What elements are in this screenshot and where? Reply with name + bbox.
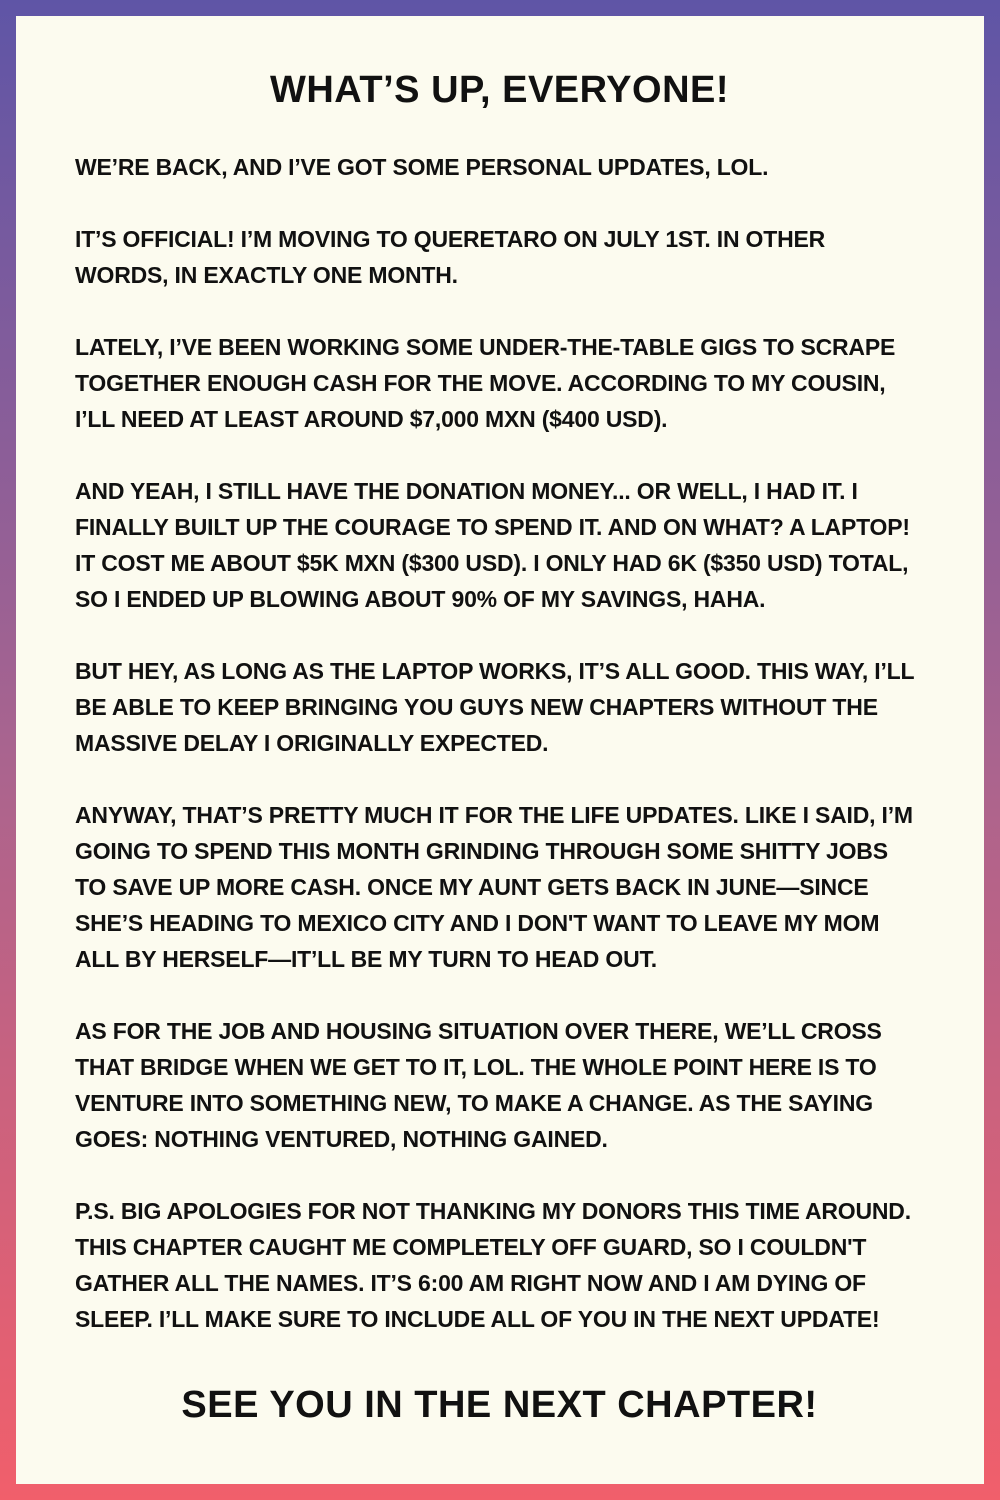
note-card [16,16,984,1484]
paragraph-gigs: LATELY, I’VE BEEN WORKING SOME UNDER-THE-TABLE GIGS TO SCRAPE TOGETHER ENOUGH CASH FOR THE MOVE. ACCORDING TO MY COUSIN, I’LL NEED AT LEAST AROUND $7,000 MXN ($400 USD). [75,334,896,432]
closing-line: SEE YOU IN THE NEXT CHAPTER! [181,1384,818,1426]
paragraph-intro: WE’RE BACK, AND I’VE GOT SOME PERSONAL UPDATES, LOL. [75,154,769,180]
note-title: WHAT’S UP, EVERYONE! [269,69,730,111]
paragraph-chapters: BUT HEY, AS LONG AS THE LAPTOP WORKS, IT’S ALL GOOD. THIS WAY, I’LL BE ABLE TO KEEP BRINGING YOU GUYS NEW CHAPTERS WITHOUT THE MASSIVE DELAY I ORIGINALLY EXPECTED. [75,658,914,756]
paragraph-laptop: AND YEAH, I STILL HAVE THE DONATION MONEY... OR WELL, I HAD IT. I FINALLY BUILT UP THE COURAGE TO SPEND IT. AND ON WHAT? A LAPTOP! IT COST ME ABOUT $5K MXN ($300 USD). I ONLY HAD 6K ($350 USD) TOTAL, SO I ENDED UP BLOWING ABOUT 90% OF MY SAVINGS, HAHA. [75,478,910,612]
paragraph-job-housing: AS FOR THE JOB AND HOUSING SITUATION OVER THERE, WE’LL CROSS THAT BRIDGE WHEN WE GET TO IT, LOL. THE WHOLE POINT HERE IS TO VENTURE INTO SOMETHING NEW, TO MAKE A CHANGE. AS THE SAYING GOES: NOTHING VENTURED, NOTHING GAINED. [75,1018,882,1152]
paragraph-moving: IT’S OFFICIAL! I’M MOVING TO QUERETARO ON JULY 1ST. IN OTHER WORDS, IN EXACTLY ONE MONTH. [75,226,826,288]
paragraph-ps: P.S. BIG APOLOGIES FOR NOT THANKING MY DONORS THIS TIME AROUND. THIS CHAPTER CAUGHT ME COMPLETELY OFF GUARD, SO I COULDN'T GATHER ALL THE NAMES. IT’S 6:00 AM RIGHT NOW AND I AM DYING OF SLEEP. I’LL MAKE SURE TO INCLUDE ALL OF YOU IN THE NEXT UPDATE! [75,1198,911,1332]
paragraph-life-updates: ANYWAY, THAT’S PRETTY MUCH IT FOR THE LIFE UPDATES. LIKE I SAID, I’M GOING TO SPEND THIS MONTH GRINDING THROUGH SOME SHITTY JOBS TO SAVE UP MORE CASH. ONCE MY AUNT GETS BACK IN JUNE—SINCE SHE’S HEADING TO MEXICO CITY AND I DON'T WANT TO LEAVE MY MOM ALL BY HERSELF—IT’LL BE MY TURN TO HEAD OUT. [75,802,913,972]
